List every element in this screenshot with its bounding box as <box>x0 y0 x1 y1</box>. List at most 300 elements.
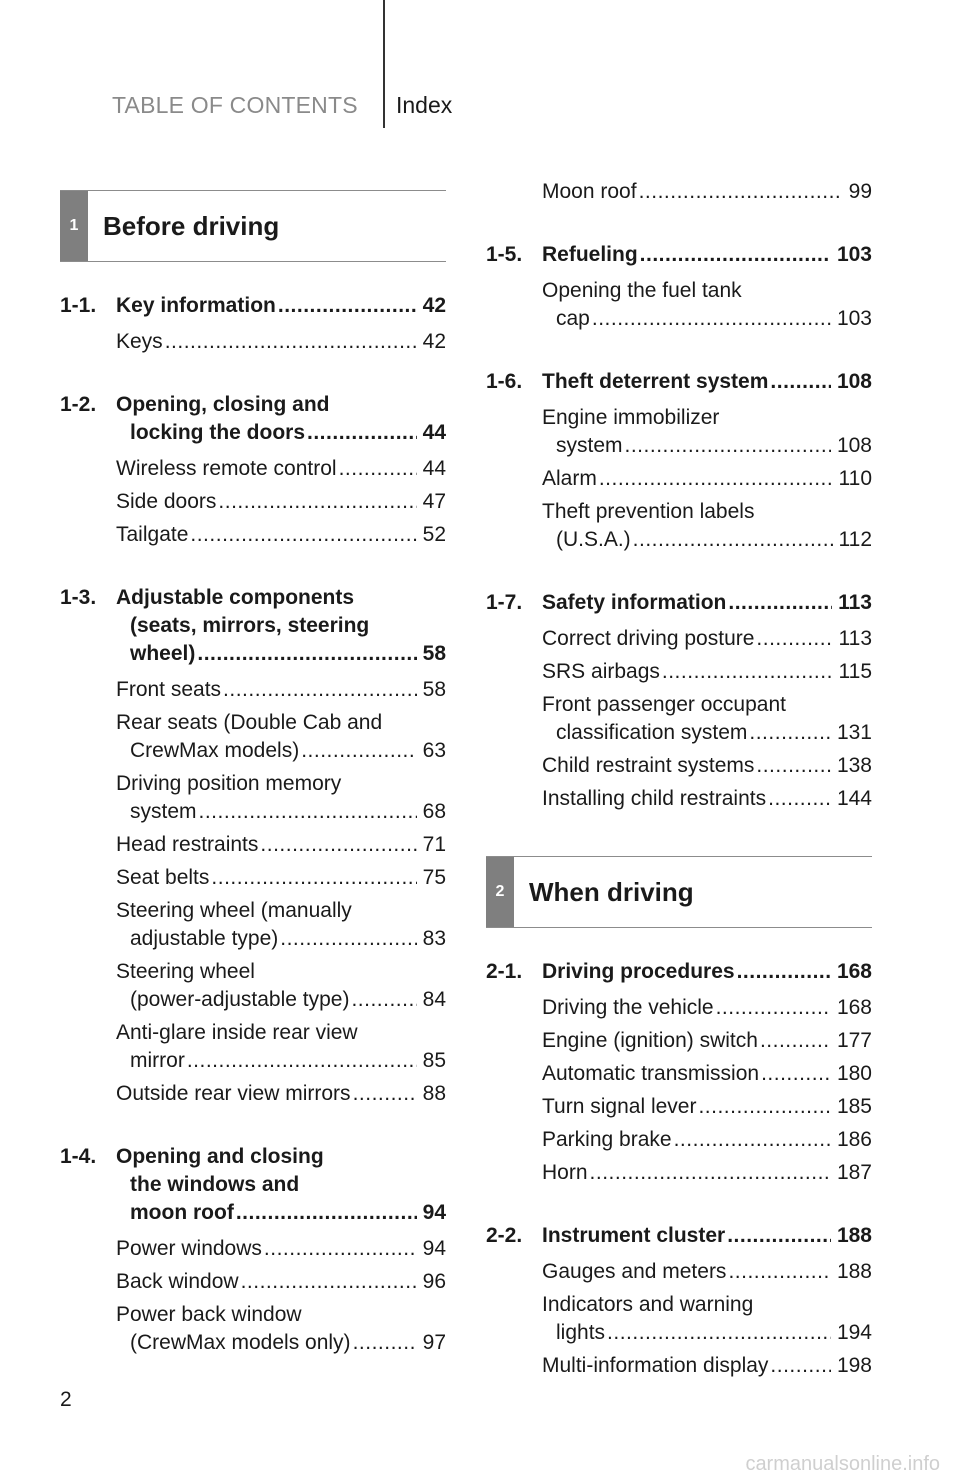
toc-heading-text: the windows and <box>130 1173 300 1196</box>
toc-entry-line <box>542 1291 872 1319</box>
toc-entry-line <box>116 897 446 925</box>
toc-heading-text: Safety information <box>542 591 727 614</box>
toc-items <box>542 404 872 554</box>
page-number-link[interactable]: 97 <box>422 1331 446 1354</box>
toc-group-body <box>542 1222 872 1385</box>
toc-entry[interactable] <box>116 521 446 549</box>
toc-group <box>60 1143 446 1362</box>
toc-entry[interactable] <box>542 1126 872 1154</box>
dot-leader <box>187 1047 417 1075</box>
toc-entry-line <box>542 691 872 719</box>
page-number-link[interactable]: 75 <box>422 866 446 889</box>
toc-group-number: 1-2. <box>60 393 97 416</box>
toc-entry-text: CrewMax models) <box>130 739 300 762</box>
toc-entry-line <box>116 676 446 704</box>
toc-heading-text: moon roof <box>130 1201 234 1224</box>
toc-entry[interactable] <box>116 676 446 704</box>
toc-heading-line <box>542 589 872 617</box>
toc-heading-text: Instrument cluster <box>542 1224 726 1247</box>
page-number-link[interactable]: 94 <box>422 1237 446 1260</box>
toc-entry-text: Power windows <box>116 1237 262 1260</box>
page-number-link[interactable]: 84 <box>422 988 446 1011</box>
toc-entry-text: Automatic transmission <box>542 1062 760 1085</box>
toc-entry-text: lights <box>556 1321 606 1344</box>
dot-leader <box>728 589 832 617</box>
toc-entry-line <box>542 1060 872 1088</box>
section-number: 2 <box>486 857 514 927</box>
toc-group-number: 2-1. <box>486 960 523 983</box>
toc-entry[interactable] <box>542 178 872 206</box>
toc-entry-line <box>116 1080 446 1108</box>
toc-group-body <box>542 958 872 1192</box>
dot-leader <box>307 419 417 447</box>
toc-entry-line <box>116 709 446 737</box>
toc-group-body <box>542 589 872 818</box>
page-number-link[interactable]: 185 <box>836 1095 872 1118</box>
page-number-link[interactable]: 180 <box>836 1062 872 1085</box>
dot-leader <box>264 1235 417 1263</box>
page-number-link[interactable]: 144 <box>836 787 872 810</box>
toc-heading-text: Refueling <box>542 243 638 266</box>
toc-entry-line <box>116 798 446 826</box>
toc-entry-text: Turn signal lever <box>542 1095 697 1118</box>
toc-entry-text: Moon roof <box>542 180 637 203</box>
toc-entry-line <box>116 770 446 798</box>
toc-entry-text: Parking brake <box>542 1128 672 1151</box>
toc-entry[interactable] <box>542 1027 872 1055</box>
page-number-link[interactable]: 88 <box>422 1082 446 1105</box>
toc-heading-text: Opening and closing <box>116 1145 324 1168</box>
dot-leader <box>351 986 416 1014</box>
toc-entry-text: Child restraint systems <box>542 754 755 777</box>
toc-entry[interactable] <box>542 1352 872 1380</box>
page-number-link[interactable]: 103 <box>836 307 872 330</box>
page-number-link[interactable]: 108 <box>836 370 872 393</box>
toc-entry[interactable] <box>542 1159 872 1187</box>
page-number-link[interactable]: 113 <box>838 591 872 614</box>
toc-entry-text: (U.S.A.) <box>556 528 631 551</box>
toc-entry-line <box>542 1093 872 1121</box>
page-number-link[interactable]: 187 <box>836 1161 872 1184</box>
toc-entry-line <box>542 1319 872 1347</box>
page-number-link[interactable]: 177 <box>836 1029 872 1052</box>
toc-items <box>542 277 872 333</box>
toc-entry-line <box>542 719 872 747</box>
toc-entry[interactable] <box>116 958 446 1014</box>
page-number-link[interactable]: 71 <box>422 833 446 856</box>
dot-leader <box>760 1027 831 1055</box>
toc-entry-text: Power back window <box>116 1303 302 1326</box>
dot-leader <box>190 521 416 549</box>
toc-entry-line <box>116 1329 446 1357</box>
dot-leader <box>353 1329 417 1357</box>
toc-entry-line <box>116 1301 446 1329</box>
toc-entry[interactable] <box>116 1080 446 1108</box>
dot-leader <box>674 1126 831 1154</box>
toc-entry-text: Theft prevention labels <box>542 500 755 523</box>
toc-heading-line <box>542 368 872 396</box>
toc-entry-text: Opening the fuel tank <box>542 279 742 302</box>
dot-leader <box>625 432 831 460</box>
page-number-link[interactable]: 58 <box>422 642 446 665</box>
toc-heading-line <box>542 958 872 986</box>
toc-entry-text: Tailgate <box>116 523 189 546</box>
toc-heading-text: wheel) <box>130 642 196 665</box>
toc-heading-line <box>542 1222 872 1250</box>
page-number-link[interactable]: 115 <box>838 660 872 683</box>
toc-group-number: 1-6. <box>486 370 523 393</box>
toc-heading-line <box>116 292 446 320</box>
section-title: Before driving <box>103 211 280 241</box>
toc-entry-text: (CrewMax models only) <box>130 1331 351 1354</box>
toc-entry[interactable] <box>542 1093 872 1121</box>
toc-group <box>486 241 872 338</box>
toc-heading-text: (seats, mirrors, steering <box>130 614 370 637</box>
toc-group <box>486 1222 872 1385</box>
page-number-link[interactable]: 83 <box>422 927 446 950</box>
dot-leader <box>640 241 831 269</box>
toc-entry[interactable] <box>542 785 872 813</box>
dot-leader <box>197 640 416 668</box>
dot-leader <box>301 737 416 765</box>
dot-leader <box>737 958 831 986</box>
toc-entry[interactable] <box>116 1235 446 1263</box>
dot-leader <box>770 368 831 396</box>
toc-group-heading[interactable] <box>542 589 872 617</box>
dot-leader <box>236 1199 417 1227</box>
toc-entry-line <box>116 864 446 892</box>
toc-entry-text: Front seats <box>116 678 222 701</box>
toc-items <box>116 328 446 356</box>
toc-entry[interactable] <box>542 277 872 333</box>
toc-entry[interactable] <box>542 625 872 653</box>
toc-group-number: 1-4. <box>60 1145 97 1168</box>
toc-group-heading[interactable] <box>542 1222 872 1250</box>
toc-entry[interactable] <box>116 1268 446 1296</box>
toc-entry[interactable] <box>116 897 446 953</box>
page-number-link[interactable]: 131 <box>836 721 872 744</box>
toc-group-body <box>116 292 446 361</box>
toc-items <box>542 1258 872 1380</box>
toc-entry-line <box>542 465 872 493</box>
toc-heading-line <box>116 391 446 419</box>
page-number-link[interactable]: 94 <box>422 1201 446 1224</box>
toc-heading-text: Theft deterrent system <box>542 370 769 393</box>
toc-entry-text: Back window <box>116 1270 239 1293</box>
toc-entry[interactable] <box>116 770 446 826</box>
right-column <box>486 178 872 1385</box>
dot-leader <box>607 1319 831 1347</box>
toc-entry-line <box>116 737 446 765</box>
toc-heading-line <box>116 1171 446 1199</box>
toc-items-continued <box>486 178 872 206</box>
toc-entry-line <box>542 752 872 780</box>
toc-entry-line <box>116 1019 446 1047</box>
toc-entry-text: Installing child restraints <box>542 787 767 810</box>
toc-entry-text: Keys <box>116 330 163 353</box>
dot-leader <box>662 658 833 686</box>
dot-leader <box>280 925 416 953</box>
toc-entry-line <box>542 1027 872 1055</box>
toc-entry-text: Correct driving posture <box>542 627 755 650</box>
page-number-link[interactable]: 99 <box>848 180 872 203</box>
toc-entry-line <box>116 328 446 356</box>
toc-entry-text: Horn <box>542 1161 588 1184</box>
toc-group-number: 1-1. <box>60 294 97 317</box>
toc-entry-line <box>116 1268 446 1296</box>
toc-entry-line <box>116 521 446 549</box>
toc-entry-text: Outside rear view mirrors <box>116 1082 351 1105</box>
toc-items <box>542 625 872 813</box>
dot-leader <box>339 455 417 483</box>
toc-entry-text: system <box>556 434 623 457</box>
toc-entry-line <box>542 1352 872 1380</box>
toc-group-heading[interactable] <box>542 241 872 269</box>
toc-entry-text: (power-adjustable type) <box>130 988 350 1011</box>
toc-group-body <box>542 368 872 559</box>
page-number-link[interactable]: 58 <box>422 678 446 701</box>
toc-entry[interactable] <box>116 831 446 859</box>
dot-leader <box>241 1268 417 1296</box>
toc-entry[interactable] <box>542 404 872 460</box>
toc-entry-line <box>116 455 446 483</box>
toc-items <box>116 1235 446 1357</box>
dot-leader <box>592 305 831 333</box>
toc-entry[interactable] <box>116 455 446 483</box>
toc-entry-line <box>116 958 446 986</box>
dot-leader <box>223 676 417 704</box>
toc-entry-line <box>542 785 872 813</box>
dot-leader <box>727 1222 831 1250</box>
header-table-of-contents-tab[interactable]: TABLE OF CONTENTS <box>112 92 358 118</box>
toc-entry-line <box>116 1047 446 1075</box>
toc-entry[interactable] <box>542 691 872 747</box>
toc-entry-text: Seat belts <box>116 866 210 889</box>
toc-heading-line <box>116 419 446 447</box>
dot-leader <box>756 625 832 653</box>
toc-group-heading[interactable] <box>116 584 446 668</box>
left-column <box>60 190 446 1362</box>
page-number-link[interactable]: 63 <box>422 739 446 762</box>
toc-heading-text: Key information <box>116 294 276 317</box>
toc-entry-text: Driving position memory <box>116 772 342 795</box>
page-number-link[interactable]: 186 <box>836 1128 872 1151</box>
toc-group <box>60 391 446 554</box>
toc-entry-text: cap <box>556 307 590 330</box>
watermark: carmanualsonline.info <box>745 1453 940 1475</box>
toc-entry[interactable] <box>542 1291 872 1347</box>
toc-entry-text: Engine (ignition) switch <box>542 1029 758 1052</box>
dot-leader <box>633 526 833 554</box>
section-header-when-driving <box>486 856 872 928</box>
toc-entry-text: Wireless remote control <box>116 457 337 480</box>
header-divider <box>383 0 385 128</box>
dot-leader <box>639 178 843 206</box>
page-number-link[interactable]: 168 <box>836 996 872 1019</box>
toc-entry-line <box>542 1126 872 1154</box>
toc-heading-line <box>116 612 446 640</box>
toc-entry-line <box>542 526 872 554</box>
page-number-link[interactable]: 52 <box>422 523 446 546</box>
toc-items <box>116 676 446 1108</box>
dot-leader <box>278 292 417 320</box>
page-number-link[interactable]: 168 <box>836 960 872 983</box>
toc-heading-line <box>116 1199 446 1227</box>
page-number-link[interactable]: 44 <box>422 457 446 480</box>
page-number-link[interactable]: 112 <box>838 528 872 551</box>
toc-group-number: 1-7. <box>486 591 523 614</box>
page-number-link[interactable]: 68 <box>422 800 446 823</box>
toc-group-body <box>116 391 446 554</box>
toc-entry[interactable] <box>116 1301 446 1357</box>
toc-entry-text: Driving the vehicle <box>542 996 714 1019</box>
dot-leader <box>768 785 831 813</box>
toc-heading-text: Opening, closing and <box>116 393 330 416</box>
page-number-link[interactable]: 47 <box>422 490 446 513</box>
toc-entry[interactable] <box>116 864 446 892</box>
dot-leader <box>590 1159 831 1187</box>
toc-entry-line <box>542 1258 872 1286</box>
dot-leader <box>756 752 831 780</box>
toc-entry-text: Steering wheel (manually <box>116 899 352 922</box>
toc-entry-line <box>542 305 872 333</box>
dot-leader <box>716 994 831 1022</box>
dot-leader <box>749 719 831 747</box>
toc-entry-text: adjustable type) <box>130 927 279 950</box>
page-number-link[interactable]: 188 <box>836 1260 872 1283</box>
toc-entry-text: Engine immobilizer <box>542 406 720 429</box>
toc-entry[interactable] <box>542 1060 872 1088</box>
toc-group <box>486 958 872 1192</box>
toc-entry-line <box>116 986 446 1014</box>
toc-group-body <box>116 1143 446 1362</box>
toc-entry-text: classification system <box>556 721 748 744</box>
page-number-link[interactable]: 194 <box>836 1321 872 1344</box>
page-number-link[interactable]: 113 <box>838 627 872 650</box>
dot-leader <box>353 1080 417 1108</box>
toc-group-heading[interactable] <box>116 1143 446 1227</box>
toc-items <box>116 455 446 549</box>
section-header-before-driving <box>60 190 446 262</box>
toc-heading-text: Driving procedures <box>542 960 735 983</box>
toc-group-heading[interactable] <box>116 292 446 320</box>
toc-entry-line <box>542 498 872 526</box>
toc-group-number: 1-5. <box>486 243 523 266</box>
toc-items <box>542 994 872 1187</box>
toc-entry-text: Front passenger occupant <box>542 693 786 716</box>
toc-heading-text: Adjustable components <box>116 586 355 609</box>
page-number-link[interactable]: 198 <box>836 1354 872 1377</box>
toc-group-number: 1-3. <box>60 586 97 609</box>
dot-leader <box>260 831 416 859</box>
toc-group-number: 2-2. <box>486 1224 523 1247</box>
toc-entry-text: Indicators and warning <box>542 1293 754 1316</box>
toc-group-heading[interactable] <box>116 391 446 447</box>
toc-entry-text: Anti-glare inside rear view <box>116 1021 358 1044</box>
toc-entry[interactable] <box>542 994 872 1022</box>
header-index-tab[interactable]: Index <box>396 92 453 118</box>
toc-entry-line <box>116 925 446 953</box>
toc-entry-line <box>116 488 446 516</box>
toc-entry-line <box>116 1235 446 1263</box>
page-number-link[interactable]: 85 <box>422 1049 446 1072</box>
toc-entry[interactable] <box>116 328 446 356</box>
toc-entry-text: system <box>130 800 197 823</box>
toc-entry-line <box>116 831 446 859</box>
toc-entry[interactable] <box>116 709 446 765</box>
section-number: 1 <box>60 191 88 261</box>
dot-leader <box>165 328 417 356</box>
toc-group <box>60 292 446 361</box>
toc-entry-line <box>542 432 872 460</box>
toc-entry-line <box>542 277 872 305</box>
toc-group <box>486 368 872 559</box>
toc-entry-text: Side doors <box>116 490 217 513</box>
toc-entry-line <box>542 1159 872 1187</box>
page-number-link[interactable]: 103 <box>836 243 872 266</box>
toc-heading-line <box>116 640 446 668</box>
toc-group <box>60 584 446 1113</box>
toc-entry-text: Gauges and meters <box>542 1260 727 1283</box>
toc-entry-line <box>542 994 872 1022</box>
toc-heading-line <box>116 1143 446 1171</box>
toc-entry[interactable] <box>542 465 872 493</box>
toc-entry-text: Head restraints <box>116 833 259 856</box>
toc-entry[interactable] <box>116 488 446 516</box>
toc-entry-text: Multi-information display <box>542 1354 769 1377</box>
page-number-link[interactable]: 138 <box>836 754 872 777</box>
page-number-link[interactable]: 188 <box>836 1224 872 1247</box>
toc-entry-line <box>542 178 872 206</box>
toc-entry-text: Alarm <box>542 467 597 490</box>
toc-entry[interactable] <box>542 498 872 554</box>
dot-leader <box>728 1258 831 1286</box>
dot-leader <box>599 465 833 493</box>
toc-group-heading[interactable] <box>542 368 872 396</box>
dot-leader <box>770 1352 831 1380</box>
toc-group-heading[interactable] <box>542 958 872 986</box>
toc-heading-line <box>542 241 872 269</box>
toc-entry-text: SRS airbags <box>542 660 660 683</box>
toc-entry[interactable] <box>116 1019 446 1075</box>
dot-leader <box>698 1093 830 1121</box>
page-number-link[interactable]: 44 <box>422 421 446 444</box>
toc-entry[interactable] <box>542 752 872 780</box>
toc-entry[interactable] <box>542 1258 872 1286</box>
page-number-link[interactable]: 110 <box>838 467 872 490</box>
dot-leader <box>199 798 417 826</box>
toc-entry-text: mirror <box>130 1049 185 1072</box>
page-number: 2 <box>60 1388 72 1411</box>
page-number-link[interactable]: 42 <box>422 294 446 317</box>
dot-leader <box>761 1060 831 1088</box>
toc-entry-text: Rear seats (Double Cab and <box>116 711 383 734</box>
toc-heading-line <box>116 584 446 612</box>
page-number-link[interactable]: 108 <box>836 434 872 457</box>
section-title: When driving <box>529 877 694 907</box>
toc-heading-text: locking the doors <box>130 421 306 444</box>
toc-entry[interactable] <box>542 658 872 686</box>
toc-group <box>486 589 872 818</box>
toc-entry-text: Steering wheel <box>116 960 255 983</box>
toc-entry-line <box>542 625 872 653</box>
toc-group-body <box>116 584 446 1113</box>
toc-group-body <box>542 241 872 338</box>
page-number-link[interactable]: 96 <box>422 1270 446 1293</box>
toc-entry-line <box>542 658 872 686</box>
dot-leader <box>211 864 416 892</box>
page-number-link[interactable]: 42 <box>422 330 446 353</box>
